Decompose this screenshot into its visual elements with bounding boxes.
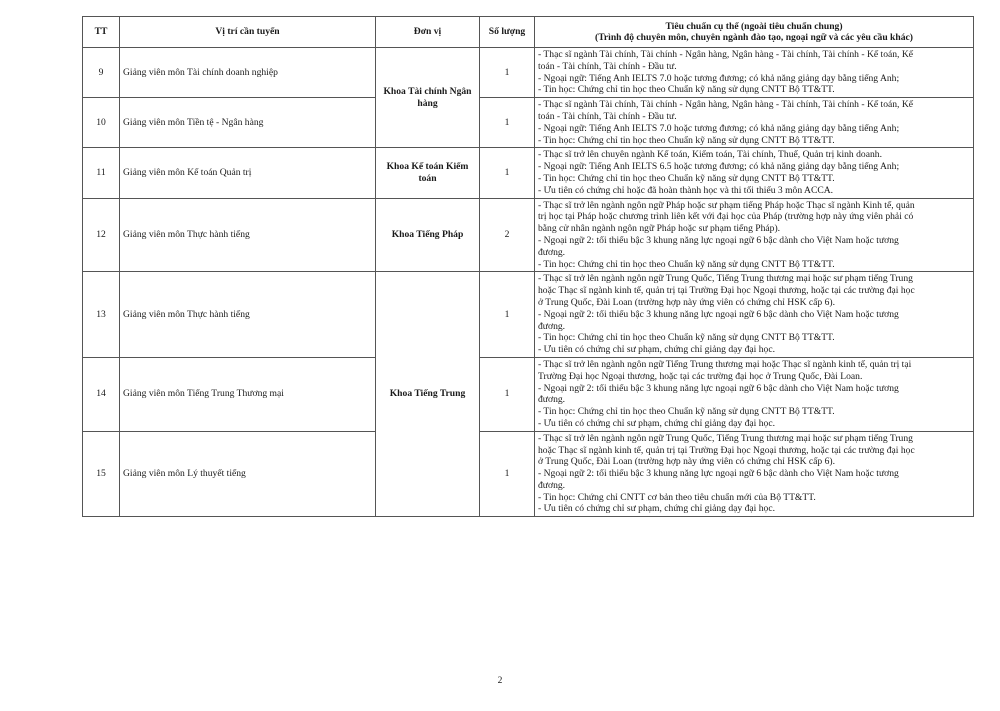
criteria-line: - Tin học: Chứng chỉ tin học theo Chuẩn kỹ năng sử dụng CNTT Bộ TT&TT. <box>538 84 835 96</box>
criteria-line: - Ưu tiên có chứng chỉ sư phạm, chứng chỉ giảng dạy đại học. <box>538 503 775 515</box>
row-quantity: 1 <box>480 272 535 358</box>
table-row <box>83 98 974 148</box>
table-row <box>83 431 974 517</box>
criteria-line: - Thạc sĩ ngành Tài chính, Tài chính - Ngân hàng, Ngân hàng - Tài chính, Tài chính - Kế toán, Kế <box>538 49 914 60</box>
criteria-line: - Ưu tiên có chứng chỉ sư phạm, chứng chỉ giảng dạy đại học. <box>538 344 775 356</box>
criteria-line: - Tin học: Chứng chỉ tin học theo Chuẩn kỹ năng sử dụng CNTT Bộ TT&TT. <box>538 172 835 184</box>
row-tt: 13 <box>83 272 120 358</box>
row-tt: 15 <box>83 431 120 517</box>
criteria-line: - Tin học: Chứng chỉ CNTT cơ bản theo tiêu chuẩn mới của Bộ TT&TT. <box>538 491 816 503</box>
row-quantity: 2 <box>480 198 535 272</box>
page-number: 2 <box>497 676 503 686</box>
header-unit: Đơn vị <box>376 17 480 48</box>
criteria-line: ở Trung Quốc, Đài Loan (trường hợp này ứng viên có chứng chỉ HSK cấp 6). <box>538 456 835 468</box>
criteria-line: ở Trung Quốc, Đài Loan (trường hợp này ứng viên có chứng chỉ HSK cấp 6). <box>538 296 835 308</box>
unit-finance: Khoa Tài chính Ngân hàng <box>376 48 480 148</box>
row-criteria <box>535 272 974 358</box>
row-position: Giảng viên môn Tiếng Trung Thương mại <box>120 357 376 431</box>
criteria-line: toán - Tài chính, Tài chính - Đầu tư. <box>538 110 677 122</box>
row-position: Giảng viên môn Thực hành tiếng <box>120 272 376 358</box>
unit-accounting: Khoa Kế toán Kiểm toán <box>376 148 480 198</box>
criteria-line: - Ưu tiên có chứng chỉ hoặc đã hoàn thành học và thi tối thiểu 3 môn ACCA. <box>538 184 834 196</box>
criteria-line: - Ngoại ngữ: Tiếng Anh IELTS 7.0 hoặc tương đương; có khả năng giảng dạy bằng tiếng Anh; <box>538 122 900 134</box>
criteria-line: - Tin học: Chứng chỉ tin học theo Chuẩn kỹ năng sử dụng CNTT Bộ TT&TT. <box>538 134 835 146</box>
row-quantity: 1 <box>480 98 535 148</box>
table-row <box>83 198 974 272</box>
row-tt: 9 <box>83 48 120 98</box>
header-criteria-subtitle: (Trình độ chuyên môn, chuyên ngành đào tạo, ngoại ngữ và các yêu cầu khác) <box>595 32 913 43</box>
criteria-line: toán - Tài chính, Tài chính - Đầu tư. <box>538 60 677 72</box>
criteria-line: - Ngoại ngữ 2: tối thiểu bậc 3 khung năng lực ngoại ngữ 6 bậc dành cho Việt Nam hoặc tương <box>538 382 899 394</box>
row-criteria <box>535 198 974 272</box>
table-row <box>83 48 974 98</box>
row-quantity: 1 <box>480 431 535 517</box>
table-row <box>83 357 974 431</box>
row-criteria <box>535 48 974 98</box>
row-quantity: 1 <box>480 48 535 98</box>
criteria-line: - Ngoại ngữ: Tiếng Anh IELTS 7.0 hoặc tương đương; có khả năng giảng dạy bằng tiếng Anh; <box>538 72 900 84</box>
row-criteria <box>535 98 974 148</box>
criteria-line: - Ngoại ngữ 2: tối thiểu bậc 3 khung năng lực ngoại ngữ 6 bậc dành cho Việt Nam hoặc tương <box>538 308 899 320</box>
row-tt: 12 <box>83 198 120 272</box>
criteria-line: bằng cử nhân ngành ngôn ngữ Pháp hoặc sư phạm tiếng Pháp). <box>538 223 781 235</box>
criteria-line: - Thạc sĩ trở lên ngành ngôn ngữ Trung Quốc, Tiếng Trung thương mại hoặc sư phạm tiếng Trung <box>538 432 913 444</box>
header-position: Vị trí cần tuyển <box>120 17 376 48</box>
header-criteria <box>535 17 974 48</box>
criteria-line: - Ngoại ngữ: Tiếng Anh IELTS 6.5 hoặc tương đương; có khả năng giảng dạy bằng tiếng Anh; <box>538 161 900 173</box>
row-quantity: 1 <box>480 357 535 431</box>
criteria-line: - Tin học: Chứng chỉ tin học theo Chuẩn kỹ năng sử dụng CNTT Bộ TT&TT. <box>538 406 835 418</box>
table-header-row <box>83 17 974 48</box>
criteria-line: - Thạc sĩ trở lên ngành ngôn ngữ Trung Quốc, Tiếng Trung thương mại hoặc sư phạm tiếng Trung <box>538 273 913 285</box>
row-position: Giảng viên môn Kế toán Quản trị <box>120 148 376 198</box>
header-criteria-title: Tiêu chuẩn cụ thể (ngoài tiêu chuẩn chung) <box>665 21 843 32</box>
header-tt: TT <box>83 17 120 48</box>
table-row <box>83 272 974 358</box>
criteria-line: trị học tại Pháp hoặc chương trình liên kết với đại học của Pháp (trường hợp này ứng viên phải có <box>538 211 914 223</box>
criteria-line: - Thạc sĩ trở lên chuyên ngành Kế toán, Kiểm toán, Tài chính, Thuế, Quản trị kinh doanh. <box>538 149 882 161</box>
row-tt: 14 <box>83 357 120 431</box>
row-criteria <box>535 357 974 431</box>
row-criteria <box>535 148 974 198</box>
criteria-line: hoặc Thạc sĩ ngành kinh tế, quản trị tại Trường Đại học Ngoại thương, hoặc tại các trường đại học <box>538 444 915 456</box>
row-criteria <box>535 431 974 517</box>
row-position: Giảng viên môn Tiền tệ - Ngân hàng <box>120 98 376 148</box>
criteria-line: - Ưu tiên có chứng chỉ sư phạm, chứng chỉ giảng dạy đại học. <box>538 417 775 429</box>
criteria-line: đương. <box>538 394 566 406</box>
criteria-line: - Thạc sĩ trở lên ngành ngôn ngữ Pháp hoặc sư phạm tiếng Pháp hoặc Thạc sĩ ngành Kinh tế, quản <box>538 199 915 211</box>
criteria-line: Trường Đại học Ngoại thương, hoặc tại các trường đại học ở Trung Quốc, Đài Loan. <box>538 370 863 382</box>
unit-french: Khoa Tiếng Pháp <box>376 198 480 272</box>
criteria-line: hoặc Thạc sĩ ngành kinh tế, quản trị tại Trường Đại học Ngoại thương, hoặc tại các trường đại học <box>538 285 915 297</box>
criteria-line: - Tin học: Chứng chỉ tin học theo Chuẩn kỹ năng sử dụng CNTT Bộ TT&TT. <box>538 332 835 344</box>
row-quantity: 1 <box>480 148 535 198</box>
header-quantity: Số lượng <box>480 17 535 48</box>
row-tt: 11 <box>83 148 120 198</box>
row-position: Giảng viên môn Thực hành tiếng <box>120 198 376 272</box>
criteria-line: - Tin học: Chứng chỉ tin học theo Chuẩn kỹ năng sử dụng CNTT Bộ TT&TT. <box>538 258 835 270</box>
criteria-line: đương. <box>538 320 566 332</box>
recruitment-table <box>82 16 974 517</box>
criteria-line: - Thạc sĩ trở lên ngành ngôn ngữ Tiếng Trung thương mại hoặc Thạc sĩ ngành kinh tế, quản trị tại <box>538 358 912 370</box>
row-position: Giảng viên môn Lý thuyết tiếng <box>120 431 376 517</box>
criteria-line: - Thạc sĩ ngành Tài chính, Tài chính - Ngân hàng, Ngân hàng - Tài chính, Tài chính - Kế toán, Kế <box>538 99 914 111</box>
row-tt: 10 <box>83 98 120 148</box>
criteria-line: - Ngoại ngữ 2: tối thiểu bậc 3 khung năng lực ngoại ngữ 6 bậc dành cho Việt Nam hoặc tương <box>538 468 899 480</box>
criteria-line: - Ngoại ngữ 2: tối thiểu bậc 3 khung năng lực ngoại ngữ 6 bậc dành cho Việt Nam hoặc tương <box>538 234 899 246</box>
row-position: Giảng viên môn Tài chính doanh nghiệp <box>120 48 376 98</box>
table-row <box>83 148 974 198</box>
unit-chinese: Khoa Tiếng Trung <box>376 272 480 517</box>
criteria-line: đương. <box>538 479 566 491</box>
criteria-line: đương. <box>538 246 566 258</box>
